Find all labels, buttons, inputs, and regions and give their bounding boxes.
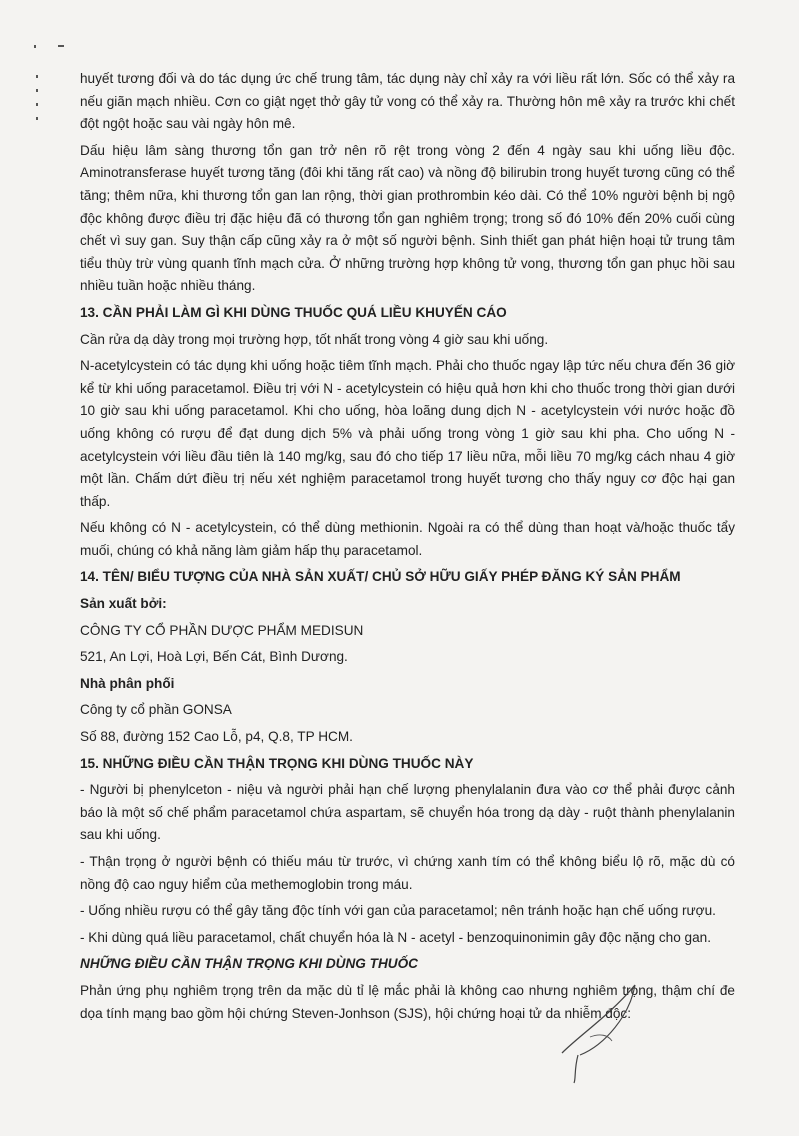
manufacturer-label: Sản xuất bởi: bbox=[80, 596, 167, 612]
document-body bbox=[80, 68, 735, 1029]
signature-mark bbox=[560, 975, 690, 1085]
paragraph-overdose-shock: huyết tương đối và do tác dụng ức chế trung tâm, tác dụng này chỉ xảy ra với liều rất lớn. Sốc có thể xảy ra nếu giãn mạch nhiều. Cơn co giật ngẹt thở gây tử vong có thể xảy ra. Thường hôn mê xảy ra trước khi chết đột ngột hoặc sau vài ngày hôn mê. bbox=[80, 71, 735, 132]
paragraph-n-acetylcystein: N-acetylcystein có tác dụng khi uống hoặc tiêm tĩnh mạch. Phải cho thuốc ngay lập tức nếu chưa đến 36 giờ kể từ khi uống paracetamol. Điều trị với N - acetylcystein có hiệu quả hơn khi cho thuốc trong thời gian dưới 10 giờ sau khi uống paracetamol. Khi cho uống, hòa loãng dung dịch N - acetylcystein với nước hoặc đồ uống không có rượu để đạt dung dịch 5% và phải uống trong vòng 1 giờ sau khi pha. Cho uống N - acetylcystein với liều đầu tiên là 140 mg/kg, sau đó cho tiếp 17 liều nữa, mỗi liều 70 mg/kg cách nhau 4 giờ một lần. Chấm dứt điều trị nếu xét nghiệm paracetamol trong huyết tương cho thấy nguy cơ độc hại gan thấp. bbox=[80, 358, 735, 509]
paragraph-gastric-lavage: Cần rửa dạ dày trong mọi trường hợp, tốt nhất trong vòng 4 giờ sau khi uống. bbox=[80, 331, 549, 347]
heading-section-15: 15. NHỮNG ĐIỀU CẦN THẬN TRỌNG KHI DÙNG THUỐC NÀY bbox=[80, 755, 474, 771]
heading-section-14: 14. TÊN/ BIỂU TƯỢNG CỦA NHÀ SẢN XUẤT/ CHỦ SỞ HỮU GIẤY PHÉP ĐĂNG KÝ SẢN PHẨM bbox=[80, 569, 681, 585]
paragraph-liver-damage: Dấu hiệu lâm sàng thương tổn gan trở nên rõ rệt trong vòng 2 đến 4 ngày sau khi uống liều độc. Aminotransferase huyết tương tăng (đôi khi tăng rất cao) và nồng độ bilirubin trong huyết tương cũng có thể tăng; thêm nữa, khi thương tổn gan lan rộng, thời gian prothrombin kéo dài. Có thể 10% người bệnh bị ngộ độc không được điều trị đặc hiệu đã có thương tổn gan nghiêm trọng; trong số đó 10% đến 20% cuối cùng chết vì suy gan. Suy thận cấp cũng xảy ra ở một số người bệnh. Sinh thiết gan phát hiện hoại tử trung tâm tiểu thùy trừ vùng quanh tĩnh mạch cửa. Ở những trường hợp không tử vong, thương tổn gan phục hồi sau nhiều tuần hoặc nhiều tháng. bbox=[80, 142, 735, 294]
caution-anemia: - Thận trọng ở người bệnh có thiếu máu từ trước, vì chứng xanh tím có thể không biểu lộ rõ, mặc dù có nồng độ cao nguy hiểm của methemoglobin trong máu. bbox=[80, 854, 735, 892]
caution-alcohol: - Uống nhiều rượu có thể gây tăng độc tính với gan của paracetamol; nên tránh hoặc hạn chế uống rượu. bbox=[80, 903, 716, 919]
heading-section-13: 13. CẦN PHẢI LÀM GÌ KHI DÙNG THUỐC QUÁ LIỀU KHUYẾN CÁO bbox=[80, 304, 507, 320]
paragraph-skin-reactions: Phản ứng phụ nghiêm trọng trên da mặc dù tỉ lệ mắc phải là không cao nhưng nghiêm trọng, thậm chí đe dọa tính mạng bao gồm hội chứng Steven-Jonhson (SJS), hội chứng hoại tử da nhiễm độc: bbox=[80, 982, 735, 1021]
heading-caution-skin: NHỮNG ĐIỀU CẦN THẬN TRỌNG KHI DÙNG THUỐC bbox=[80, 956, 418, 972]
distributor-name: Công ty cổ phần GONSA bbox=[80, 702, 232, 718]
paragraph-methionin: Nếu không có N - acetylcystein, có thể dùng methionin. Ngoài ra có thể dùng than hoạt và/hoặc thuốc tẩy muối, chúng có khả năng làm giảm hấp thụ paracetamol. bbox=[80, 520, 735, 558]
caution-overdose-metabolite: - Khi dùng quá liều paracetamol, chất chuyển hóa là N - acetyl - benzoquinonimin gây độc nặng cho gan. bbox=[80, 929, 712, 945]
manufacturer-address: 521, An Lợi, Hoà Lợi, Bến Cát, Bình Dương. bbox=[80, 649, 348, 665]
caution-phenylceton: - Người bị phenylceton - niệu và người phải hạn chế lượng phenylalanin đưa vào cơ thể phải được cảnh báo là một số chế phẩm paracetamol chứa aspartam, sẽ chuyển hóa trong dạ dày - ruột thành phenylalanin sau khi uống. bbox=[80, 782, 735, 843]
distributor-label: Nhà phân phối bbox=[80, 675, 175, 691]
manufacturer-name: CÔNG TY CỔ PHẦN DƯỢC PHẨM MEDISUN bbox=[80, 622, 364, 638]
distributor-address: Số 88, đường 152 Cao Lỗ, p4, Q.8, TP HCM. bbox=[80, 729, 353, 745]
